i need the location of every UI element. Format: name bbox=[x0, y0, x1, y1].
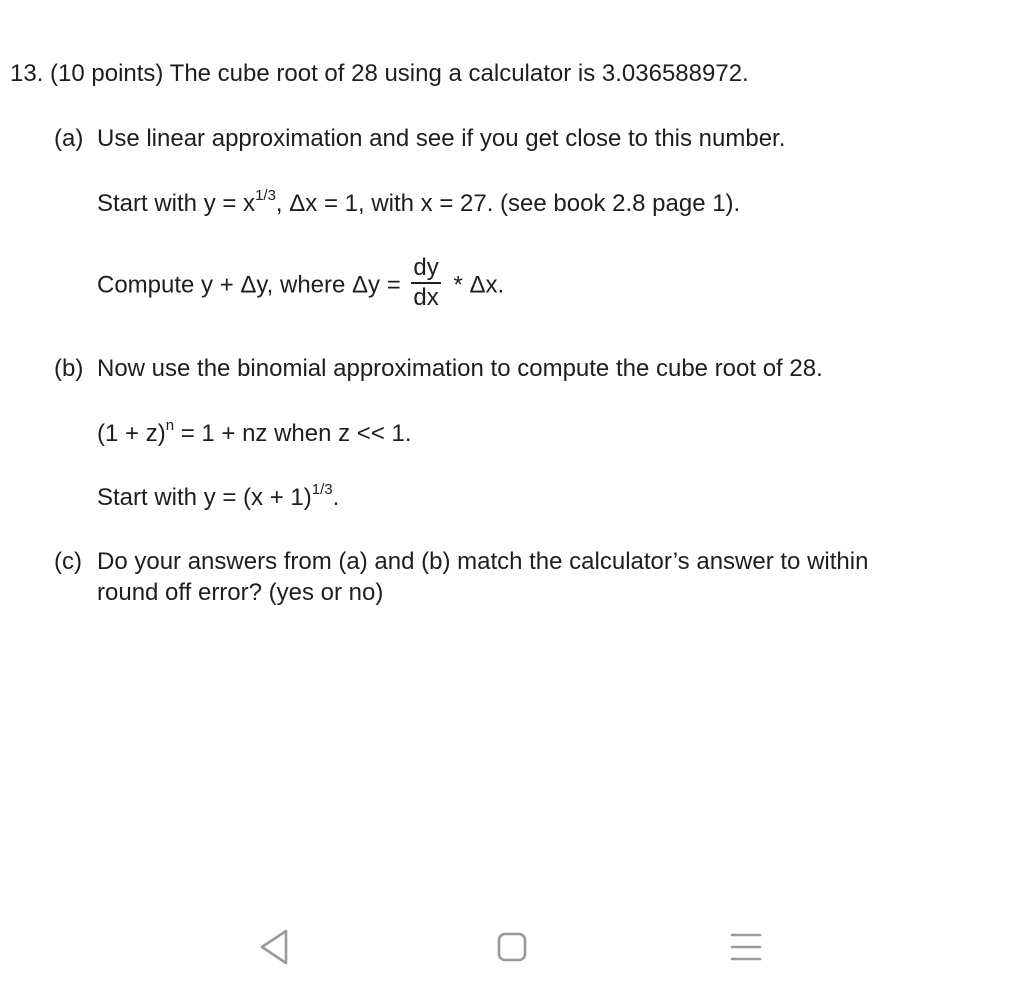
part-b-line2-pre: Start with y = (x + 1) bbox=[97, 484, 312, 511]
part-b-line1 bbox=[97, 417, 412, 449]
part-a-line2-pre: Compute y + Δy, where Δy = bbox=[97, 271, 401, 299]
back-triangle-icon bbox=[252, 925, 296, 969]
part-b-line2-post: . bbox=[332, 484, 340, 511]
part-c-text-line1: Do your answers from (a) and (b) match the calculator’s answer to within bbox=[97, 548, 869, 575]
part-b-line2-exponent: 1/3 bbox=[311, 481, 333, 498]
question-heading: 13. (10 points) The cube root of 28 using a calculator is 3.036588972. bbox=[10, 60, 749, 87]
part-a-line1-exponent: 1/3 bbox=[255, 187, 276, 204]
derivative-fraction bbox=[411, 255, 440, 312]
part-a-line1 bbox=[97, 187, 741, 219]
part-b-line1-pre: (1 + z) bbox=[97, 420, 166, 447]
recents-button[interactable] bbox=[724, 925, 768, 969]
part-b-line2 bbox=[97, 481, 340, 513]
recents-lines-icon bbox=[724, 925, 768, 969]
fraction-numerator: dy bbox=[411, 255, 440, 284]
back-button[interactable] bbox=[252, 925, 296, 969]
home-button[interactable] bbox=[490, 925, 534, 969]
part-a-line1-post: , Δx = 1, with x = 27. (see book 2.8 page 1). bbox=[275, 190, 741, 217]
part-b-label: (b) bbox=[54, 355, 84, 382]
home-square-icon bbox=[490, 925, 534, 969]
part-b-text: Now use the binomial approximation to compute the cube root of 28. bbox=[97, 355, 823, 382]
part-b-line1-post: = 1 + nz when z << 1. bbox=[174, 420, 412, 447]
part-a-line1-pre: Start with y = x bbox=[97, 190, 256, 217]
part-c-label: (c) bbox=[54, 548, 82, 575]
system-navigation-bar bbox=[0, 915, 1024, 975]
part-b-line1-exponent: n bbox=[165, 417, 175, 434]
part-a-label: (a) bbox=[54, 125, 84, 152]
part-a-line2 bbox=[97, 254, 505, 315]
part-c-text-line2: round off error? (yes or no) bbox=[97, 579, 384, 606]
part-a-text: Use linear approximation and see if you get close to this number. bbox=[97, 125, 786, 152]
fraction-denominator: dx bbox=[413, 284, 439, 312]
part-a-line2-post: * Δx. bbox=[453, 271, 505, 299]
